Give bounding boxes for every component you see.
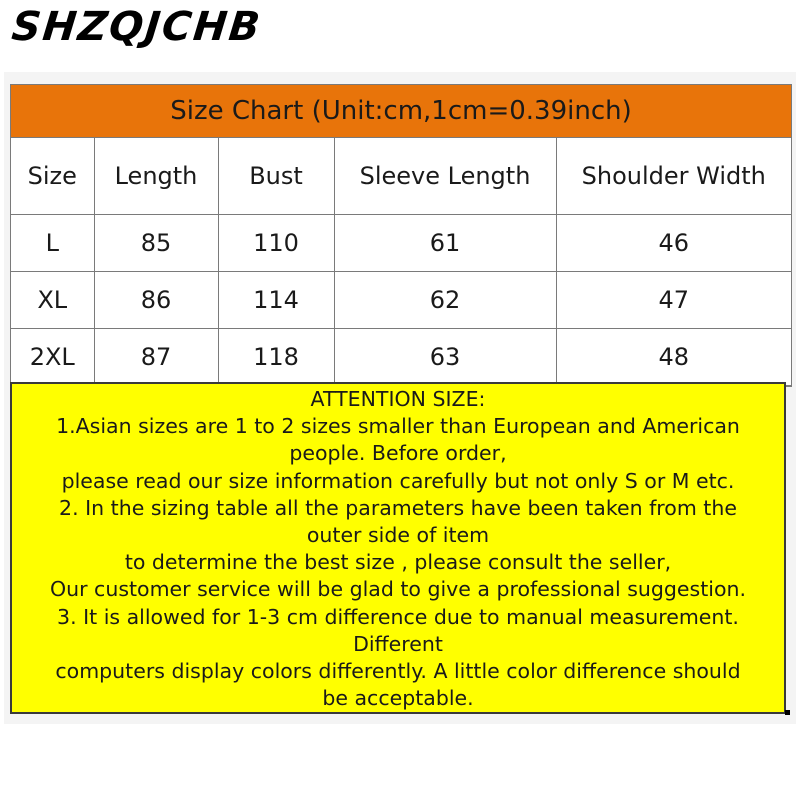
cell-bust: 114 [218, 272, 334, 329]
table-row [11, 329, 791, 386]
brand-logo: SHZQJCHB [9, 4, 264, 50]
cell-size: XL [11, 272, 94, 329]
table-row [11, 215, 791, 272]
notice-line: be acceptable. [322, 686, 474, 711]
notice-heading: ATTENTION SIZE: [310, 387, 486, 411]
notice-line: Different [353, 631, 443, 656]
notice-line: outer side of item [306, 523, 490, 548]
header-shoulder-width: Shoulder Width [556, 138, 791, 215]
cell-sleeve-length: 61 [334, 215, 556, 272]
notice-line: 2. In the sizing table all the parameters have been taken from the [59, 495, 737, 520]
size-table [11, 138, 791, 386]
attention-notice [10, 382, 786, 714]
cell-bust: 118 [218, 329, 334, 386]
cell-shoulder-width: 48 [556, 329, 791, 386]
notice-line: 3. It is allowed for 1-3 cm difference due to manual measurement. [57, 604, 739, 629]
notice-line: please read our size information carefully but not only S or M etc. [61, 468, 735, 493]
cell-sleeve-length: 62 [334, 272, 556, 329]
notice-line: 1.Asian sizes are 1 to 2 sizes smaller than European and American [56, 414, 740, 439]
header-size: Size [11, 138, 94, 215]
cell-bust: 110 [218, 215, 334, 272]
cell-sleeve-length: 63 [334, 329, 556, 386]
header-length: Length [94, 138, 218, 215]
table-header-row [11, 138, 791, 215]
size-chart [10, 84, 792, 387]
chart-title: Size Chart (Unit:cm,1cm=0.39inch) [11, 85, 791, 138]
corner-mark [785, 710, 790, 715]
cell-length: 87 [94, 329, 218, 386]
notice-line: Our customer service will be glad to give a professional suggestion. [49, 577, 747, 602]
notice-line: people. Before order, [289, 441, 507, 466]
notice-line: to determine the best size , please consult the seller, [124, 550, 672, 575]
cell-shoulder-width: 47 [556, 272, 791, 329]
cell-length: 86 [94, 272, 218, 329]
header-bust: Bust [218, 138, 334, 215]
header-sleeve-length: Sleeve Length [334, 138, 556, 215]
cell-size: 2XL [11, 329, 94, 386]
table-row [11, 272, 791, 329]
cell-shoulder-width: 46 [556, 215, 791, 272]
notice-line: computers display colors differently. A little color difference should [55, 659, 741, 684]
cell-size: L [11, 215, 94, 272]
cell-length: 85 [94, 215, 218, 272]
